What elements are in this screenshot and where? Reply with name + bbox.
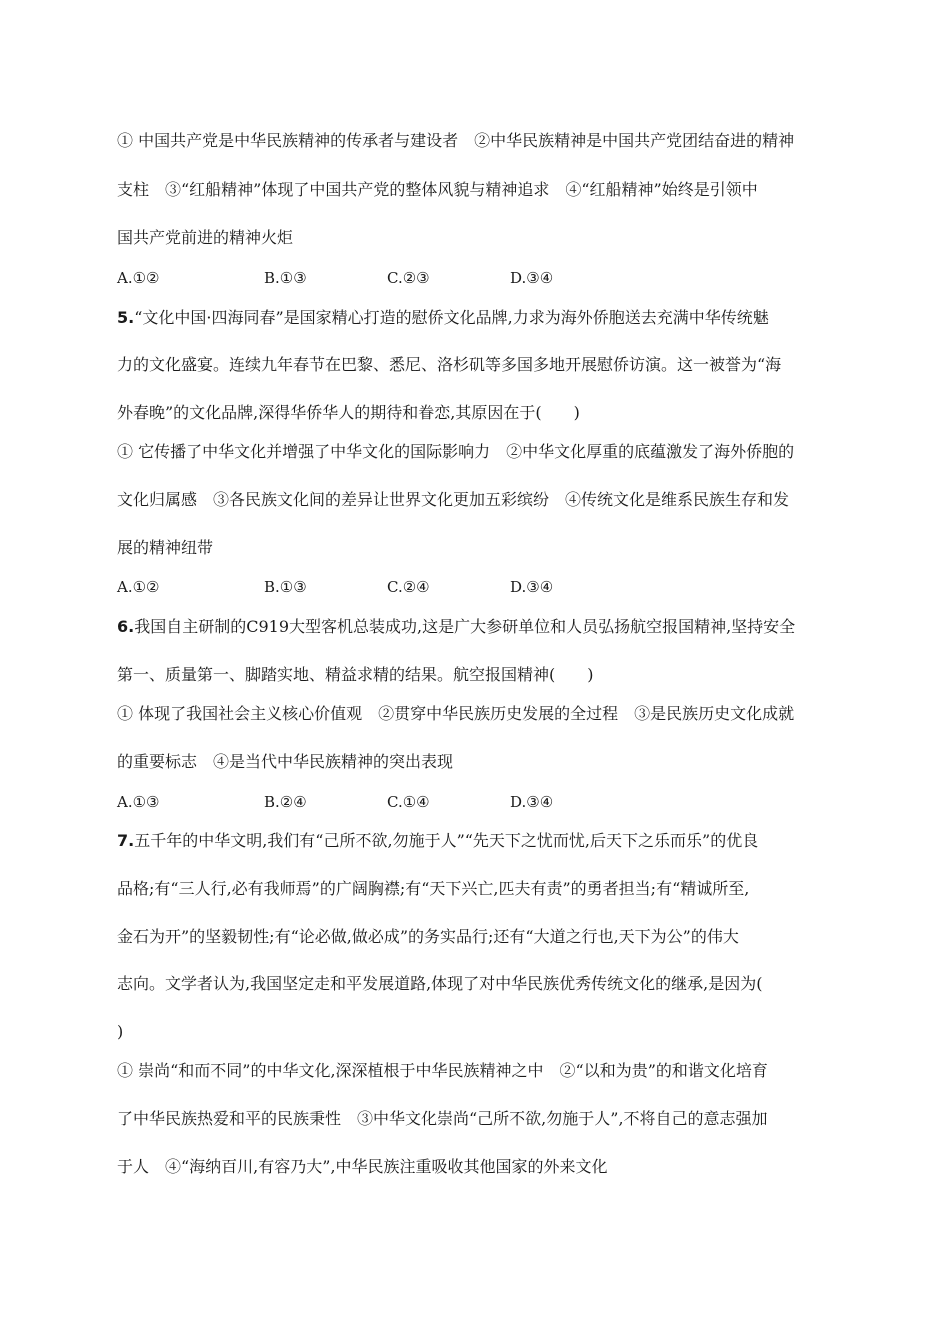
q6-stem-line-1: [117, 617, 795, 637]
q5-option-c[interactable]: C.②④: [387, 578, 430, 596]
q7-choice-line-1: ① 崇尚“和而不同”的中华文化,深深植根于中华民族精神之中 ②“以和为贵”的和谐文化培育: [117, 1061, 768, 1080]
q4-option-a[interactable]: A.①②: [117, 269, 160, 287]
q7-stem-line-3: 金石为开”的坚毅韧性;有“论必做,做必成”的务实品行;还有“大道之行也,天下为公”的伟大: [117, 927, 739, 946]
q4-choice-line-2: 支柱 ③“红船精神”体现了中国共产党的整体风貌与精神追求 ④“红船精神”始终是引领中: [117, 180, 758, 199]
q6-option-b[interactable]: B.②④: [264, 793, 307, 811]
q5-stem-line-1: [117, 308, 769, 328]
q5-number: 5.: [117, 308, 135, 327]
q7-choice-line-3: 于人 ④“海纳百川,有容乃大”,中华民族注重吸收其他国家的外来文化: [117, 1157, 608, 1176]
q6-option-a[interactable]: A.①③: [117, 793, 160, 811]
q6-option-c[interactable]: C.①④: [387, 793, 430, 811]
q5-choice-line-1: ① 它传播了中华文化并增强了中华文化的国际影响力 ②中华文化厚重的底蕴激发了海外侨胞的: [117, 442, 795, 461]
q7-choice-line-2: 了中华民族热爱和平的民族秉性 ③中华文化崇尚“己所不欲,勿施于人”,不将自己的意志强加: [117, 1109, 768, 1128]
q7-stem-line-5: ): [117, 1022, 124, 1041]
q5-choice-line-3: 展的精神纽带: [117, 538, 214, 557]
q7-stem-line-4: 志向。文学者认为,我国坚定走和平发展道路,体现了对中华民族优秀传统文化的继承,是因为(: [117, 974, 763, 993]
q6-choice-line-1: ① 体现了我国社会主义核心价值观 ②贯穿中华民族历史发展的全过程 ③是民族历史文化成就: [117, 704, 795, 723]
q5-stem-text-1: “文化中国·四海同春”是国家精心打造的慰侨文化品牌,力求为海外侨胞送去充满中华传统魅: [134, 308, 769, 327]
q7-stem-line-1: [117, 831, 758, 851]
q4-option-c[interactable]: C.②③: [387, 269, 430, 287]
q6-choice-line-2: 的重要标志 ④是当代中华民族精神的突出表现: [117, 752, 454, 771]
q5-stem-line-2: 力的文化盛宴。连续九年春节在巴黎、悉尼、洛杉矶等多国多地开展慰侨访演。这一被誉为“海: [117, 355, 782, 374]
q6-stem-text-1: 我国自主研制的C919大型客机总装成功,这是广大参研单位和人员弘扬航空报国精神,坚持安全: [134, 617, 796, 636]
q7-stem-text-1: 五千年的中华文明,我们有“己所不欲,勿施于人”“先天下之忧而忧,后天下之乐而乐”的优良: [134, 831, 759, 850]
q7-stem-line-2: 品格;有“三人行,必有我师焉”的广阔胸襟;有“天下兴亡,匹夫有责”的勇者担当;有“精诚所至,: [117, 879, 750, 898]
q5-choice-line-2: 文化归属感 ③各民族文化间的差异让世界文化更加五彩缤纷 ④传统文化是维系民族生存和发: [117, 490, 790, 509]
q4-choice-line-3: 国共产党前进的精神火炬: [117, 228, 294, 247]
q5-option-a[interactable]: A.①②: [117, 578, 160, 596]
q5-option-d[interactable]: D.③④: [510, 578, 554, 596]
q4-option-b[interactable]: B.①③: [264, 269, 307, 287]
q6-stem-line-2: 第一、质量第一、脚踏实地、精益求精的结果。航空报国精神( ): [117, 665, 594, 684]
q6-number: 6.: [117, 617, 135, 636]
q5-stem-line-3: 外春晚”的文化品牌,深得华侨华人的期待和眷恋,其原因在于( ): [117, 403, 580, 422]
q4-option-d[interactable]: D.③④: [510, 269, 554, 287]
q7-number: 7.: [117, 831, 135, 850]
q6-option-d[interactable]: D.③④: [510, 793, 554, 811]
q5-option-b[interactable]: B.①③: [264, 578, 307, 596]
q4-choice-line-1: ① 中国共产党是中华民族精神的传承者与建设者 ②中华民族精神是中国共产党团结奋进的精神: [117, 131, 795, 150]
